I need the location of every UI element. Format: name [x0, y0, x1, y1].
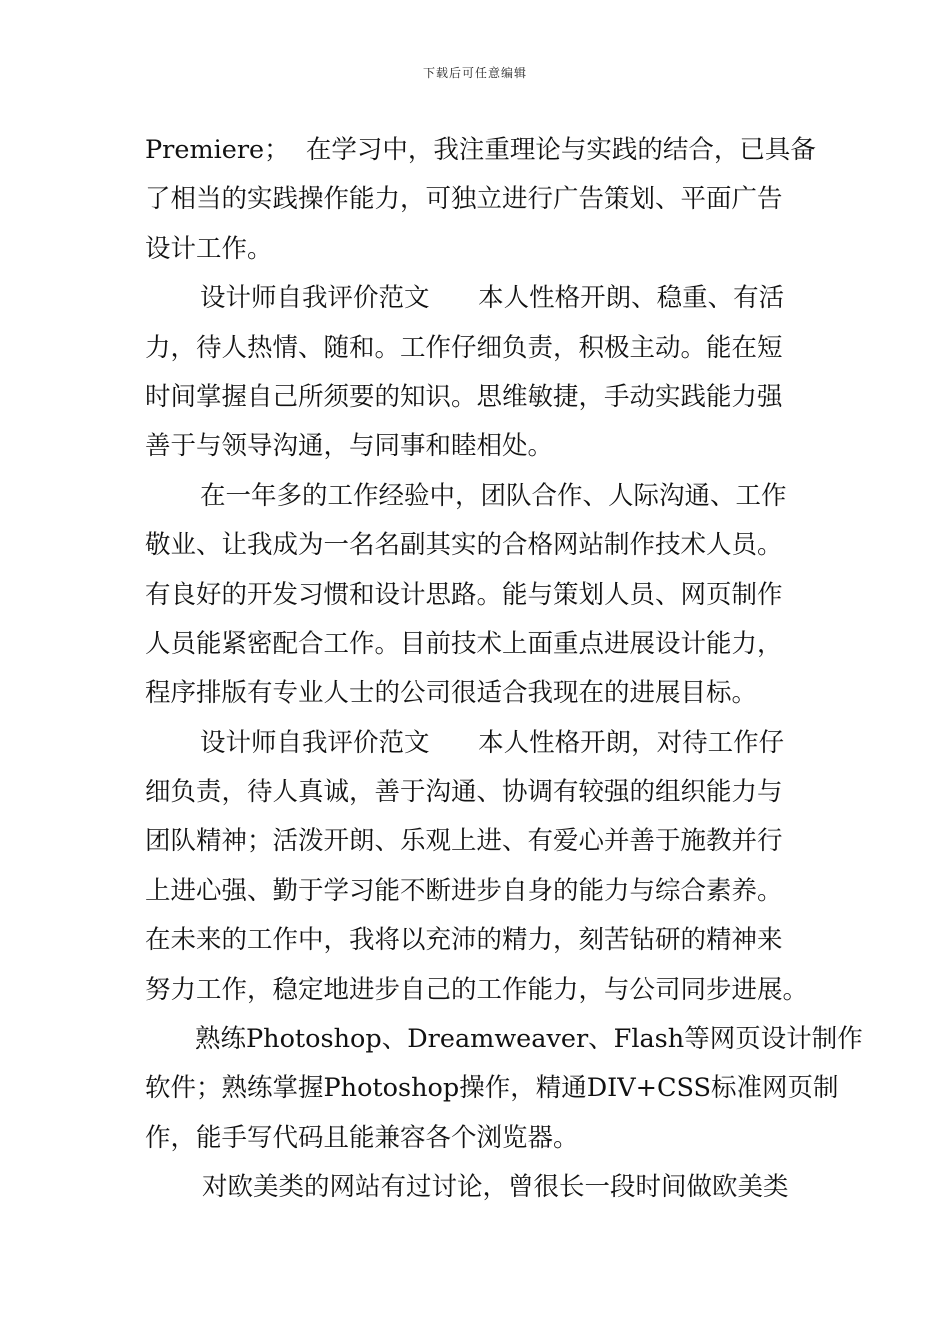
text-line: 程序排版有专业人士的公司很适合我现在的进展目标。 [145, 678, 758, 709]
text-line: 软件；熟练掌握Photoshop操作，精通DIV+CSS标准网页制 [145, 1073, 839, 1104]
text-line: 设计工作。 [145, 233, 273, 264]
text-line: 细负责，待人真诚，善于沟通、协调有较强的组织能力与 [145, 777, 783, 808]
text-line: 敬业、让我成为一名名副其实的合格网站制作技术人员。 [145, 530, 783, 561]
text-line: 努力工作，稳定地进步自己的工作能力，与公司同步进展。 [145, 974, 809, 1005]
text-line: 设计师自我评价范文 本人性格开朗、稳重、有活 [200, 283, 785, 314]
text-line: 人员能紧密配合工作。目前技术上面重点进展设计能力， [145, 628, 783, 659]
text-line: 作，能手写代码且能兼容各个浏览器。 [145, 1122, 579, 1153]
text-line: 团队精神；活泼开朗、乐观上进、有爱心并善于施教并行 [145, 826, 783, 857]
text-line: 了相当的实践操作能力，可独立进行广告策划、平面广告 [145, 184, 783, 215]
header-note: 下载后可任意编辑 [422, 66, 527, 80]
text-line: 时间掌握自己所须要的知识。思维敏捷，手动实践能力强 [145, 381, 783, 412]
text-line: 在一年多的工作经验中，团队合作、人际沟通、工作 [200, 480, 787, 511]
text-line: 对欧美类的网站有过讨论，曾很长一段时间做欧美类 [202, 1172, 789, 1203]
body-text [145, 126, 863, 1213]
text-line: 有良好的开发习惯和设计思路。能与策划人员、网页制作 [145, 579, 783, 610]
text-line: Premiere； 在学习中，我注重理论与实践的结合，已具备 [145, 135, 816, 165]
text-line: 力，待人热情、随和。工作仔细负责，积极主动。能在短 [145, 332, 783, 363]
text-line: 上进心强、勤于学习能不断进步自身的能力与综合素养。 [145, 875, 783, 906]
text-line: 设计师自我评价范文 本人性格开朗，对待工作仔 [200, 727, 785, 758]
text-line: 善于与领导沟通，与同事和睦相处。 [145, 431, 554, 462]
text-line: 熟练Photoshop、Dreamweaver、Flash等网页设计制作 [195, 1024, 863, 1055]
text-line: 在未来的工作中，我将以充沛的精力，刻苦钻研的精神来 [145, 925, 783, 956]
